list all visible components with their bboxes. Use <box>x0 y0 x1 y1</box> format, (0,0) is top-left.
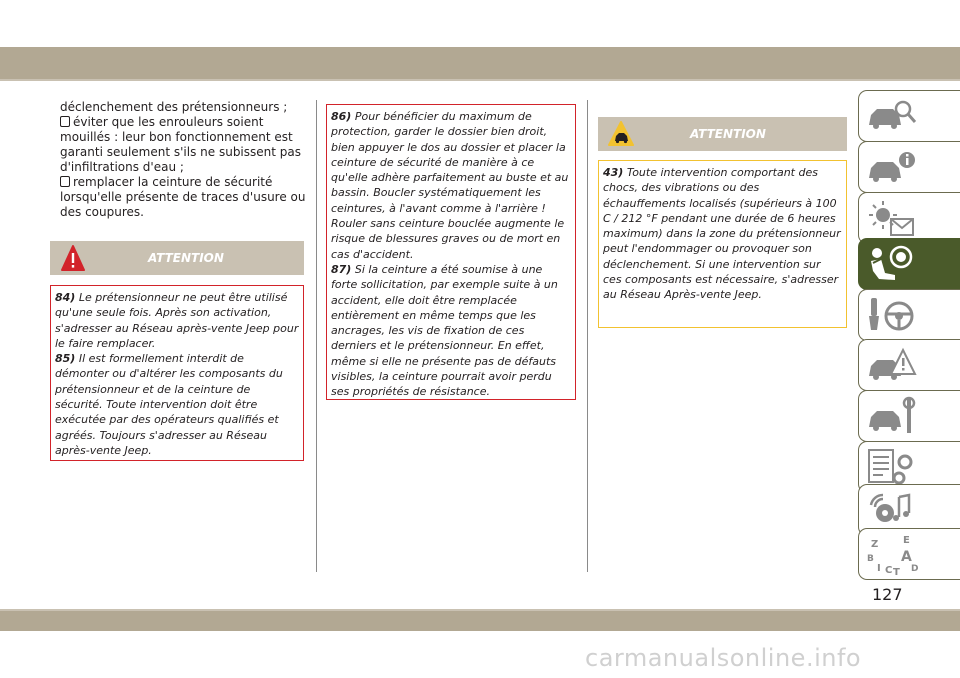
watermark: carmanualsonline.info <box>585 644 862 672</box>
tab-car-search[interactable] <box>858 90 960 142</box>
caution-car-icon <box>608 121 634 147</box>
checkbox-bullet-icon <box>60 176 70 187</box>
note-number: 85) <box>55 352 76 366</box>
index-letter: E <box>903 535 910 546</box>
body-text-column <box>60 100 306 220</box>
tab-emergency[interactable] <box>858 339 960 391</box>
warning-title: ATTENTION <box>148 251 224 265</box>
column-divider <box>316 100 317 572</box>
tab-warning-lights[interactable] <box>858 192 960 244</box>
checkbox-bullet-icon <box>60 116 70 127</box>
index-letter: D <box>911 564 919 574</box>
note-number: 43) <box>603 166 624 179</box>
note-number: 87) <box>331 262 352 276</box>
starting-driving-icon <box>865 294 921 338</box>
caution-box <box>598 160 847 328</box>
index-icon <box>865 533 925 577</box>
note-number: 84) <box>55 291 76 304</box>
car-info-icon <box>865 146 921 190</box>
warning-box <box>50 285 304 461</box>
body-line: déclenchement des prétensionneurs ; <box>60 100 288 114</box>
car-search-icon <box>865 95 921 139</box>
header-band <box>0 47 960 79</box>
tab-safety[interactable] <box>858 238 960 290</box>
caution-note: 43) Toute intervention comportant des chocs, des vibrations ou des échauffements localisés (supérieurs à 100 C / 212 °F pendant une durée de 6 heures maximum) dans la zone du prétensionneur peut l'endommager ou provoquer son déclenchement. Si une intervention sur ces composants est nécessaire, s'adresser au Réseau Après-vente Jeep. <box>603 166 841 302</box>
index-letter: T <box>893 567 900 577</box>
warning-triangle-icon <box>60 244 86 272</box>
warning-note: 84) Le prétensionneur ne peut être utilisé qu'une seule fois. Après son activation, s'adresser au Réseau après-vente Jeep pour le faire remplacer. <box>55 291 299 350</box>
multimedia-icon <box>865 489 921 533</box>
header-rule <box>0 79 960 81</box>
safety-airbag-icon <box>865 243 921 287</box>
index-letter: A <box>901 549 912 565</box>
caution-title: ATTENTION <box>690 127 766 141</box>
tab-starting-driving[interactable] <box>858 289 960 341</box>
warning-note: 86) Pour bénéficier du maximum de protection, garder le dossier bien droit, bien appuyer le dos au dossier et placer la ceinture de sécurité de manière à ce qu'elle adhère parfaitement au buste et au bassin. Boucler systématiquement les ceintures, à l'avant comme à l'arrière ! Rouler sans ceinture bouclée augmente le risque de blessures graves ou de mort en cas d'accident. <box>331 110 569 261</box>
index-letter: I <box>877 563 881 574</box>
tab-car-info[interactable] <box>858 141 960 193</box>
warning-note: 85) Il est formellement interdit de démonter ou d'altérer les composants du prétensionneur et de la ceinture de sécurité. Toute intervention doit être exécutée par des opérateurs qualifiés et agréés. Toujours s'adresser au Réseau après-vente Jeep. <box>55 352 283 457</box>
bullet-item: éviter que les enrouleurs soient mouillés : leur bon fonctionnement est garanti seulement s'ils ne subissent pas d'infiltrations d'eau ; <box>60 115 302 174</box>
caution-header <box>598 117 847 151</box>
note-number: 86) <box>331 110 352 123</box>
emergency-icon <box>865 344 921 388</box>
warning-header <box>50 241 304 275</box>
index-letter: Z <box>871 539 879 550</box>
warning-note: 87) Si la ceinture a été soumise à une forte sollicitation, par exemple suite à un accident, elle doit être remplacée entièrement en même temps que les ancrages, les vis de fixation de ces derniers et le prétensionneur. En effet, même si elle ne présente pas de défauts visibles, la ceinture pourrait avoir perdu ses propriétés de résistance. <box>331 262 558 399</box>
warning-lights-icon <box>865 197 921 241</box>
warning-box <box>326 104 576 400</box>
page-number: 127 <box>872 585 903 604</box>
footer-band <box>0 611 960 631</box>
index-letter: B <box>867 554 874 564</box>
bullet-item: remplacer la ceinture de sécurité lorsqu'elle présente de traces d'usure ou des coupures. <box>60 175 306 219</box>
column-divider <box>587 100 588 572</box>
maintenance-icon <box>865 395 921 439</box>
index-letter: C <box>885 565 893 576</box>
tab-maintenance[interactable] <box>858 390 960 442</box>
tab-index[interactable] <box>858 528 960 580</box>
